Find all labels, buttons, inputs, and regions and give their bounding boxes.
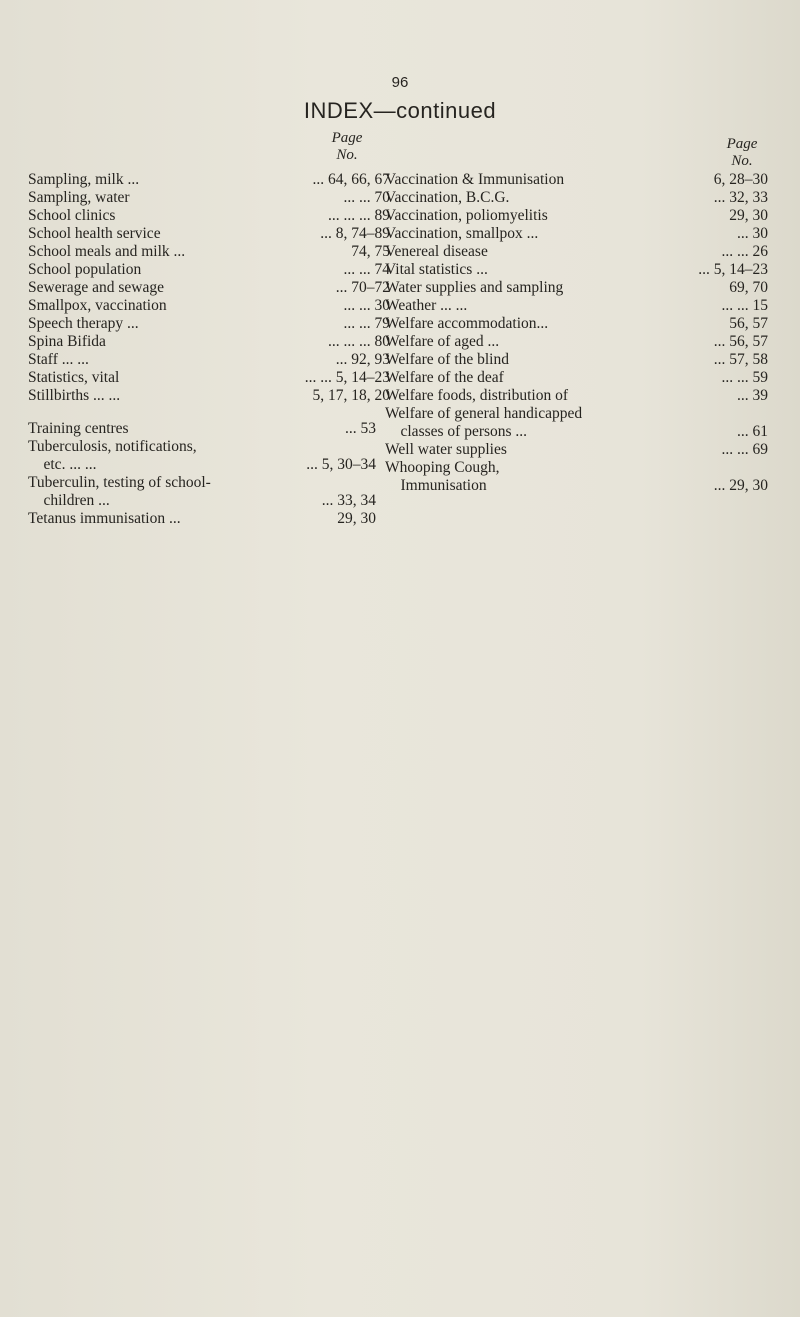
entry-pages: ... ... ... 80 xyxy=(328,333,390,350)
entry-pages: 29, 30 xyxy=(337,510,376,527)
entry-term: Training centres xyxy=(28,420,129,437)
entry-pages: ... ... 30 xyxy=(343,297,390,314)
entry-term: Staff ... ... xyxy=(28,351,89,368)
entry-term: Vaccination, smallpox ... xyxy=(385,225,539,242)
entry-term: School health service xyxy=(28,225,161,242)
entry-term: Sampling, water xyxy=(28,189,130,206)
entry-pages: ... 30 xyxy=(737,225,768,242)
entry-term: Vaccination, poliomyelitis xyxy=(385,207,548,224)
entry-term: children ... xyxy=(28,492,110,509)
entry-term: Sewerage and sewage xyxy=(28,279,164,296)
entry-pages: ... 33, 34 xyxy=(321,492,376,509)
entry-pages: ... ... 15 xyxy=(721,297,768,314)
entry-pages: ... 61 xyxy=(737,423,768,440)
left-column-header xyxy=(312,130,382,164)
entry-pages: ... 32, 33 xyxy=(713,189,768,206)
entry-term: Sampling, milk ... xyxy=(28,171,140,188)
entry-term: Vaccination, B.C.G. xyxy=(385,189,510,206)
entry-term: Speech therapy ... xyxy=(28,315,139,332)
entry-pages: ... ... 5, 14–23 xyxy=(304,369,390,386)
left-column-header-line2: No. xyxy=(336,147,358,163)
entry-term: etc. ... ... xyxy=(28,456,97,473)
entry-term: Immunisation xyxy=(385,477,487,494)
entry-pages: 29, 30 xyxy=(729,207,768,224)
entry-pages: 74, 75 xyxy=(351,243,390,260)
entry-pages: ... 92, 93 xyxy=(335,351,390,368)
entry-pages: ... 39 xyxy=(737,387,768,404)
entry-term: Statistics, vital xyxy=(28,369,120,386)
entry-term: School meals and milk ... xyxy=(28,243,186,260)
right-column-header xyxy=(707,136,777,170)
entry-term: Water supplies and sampling xyxy=(385,279,564,296)
page-number: 96 xyxy=(391,74,409,91)
entry-pages: ... ... 74 xyxy=(343,261,390,278)
entry-term: Weather ... ... xyxy=(385,297,468,314)
entry-term: Whooping Cough, xyxy=(385,459,500,476)
index-heading: INDEX—continued xyxy=(303,98,497,123)
entry-term: Welfare accommodation... xyxy=(385,315,549,332)
entry-pages: 56, 57 xyxy=(729,315,768,332)
entry-pages: ... ... 79 xyxy=(343,315,390,332)
entry-term: Vaccination & Immunisation xyxy=(385,171,565,188)
entry-pages: ... ... ... 89 xyxy=(328,207,390,224)
entry-term: classes of persons ... xyxy=(385,423,528,440)
entry-term: Smallpox, vaccination xyxy=(28,297,167,314)
entry-term: Welfare of aged ... xyxy=(385,333,500,350)
entry-term: Spina Bifida xyxy=(28,333,106,350)
entry-pages: 69, 70 xyxy=(729,279,768,296)
entry-term: Tuberculin, testing of school- xyxy=(28,474,211,491)
entry-pages: ... 57, 58 xyxy=(713,351,768,368)
entry-pages: ... 56, 57 xyxy=(713,333,768,350)
entry-term: Welfare of the deaf xyxy=(385,369,504,386)
entry-term: Well water supplies xyxy=(385,441,507,458)
entry-term: Welfare foods, distribution of xyxy=(385,387,568,404)
entry-pages: ... 64, 66, 67 xyxy=(312,171,390,188)
entry-pages: 5, 17, 18, 20 xyxy=(312,387,390,404)
entry-term: Venereal disease xyxy=(385,243,488,260)
entry-term: School clinics xyxy=(28,207,116,224)
entry-term: Tetanus immunisation ... xyxy=(28,510,181,527)
entry-term: School population xyxy=(28,261,142,278)
entry-pages: ... 70–72 xyxy=(335,279,390,296)
entry-pages: ... ... 69 xyxy=(721,441,768,458)
entry-pages: ... 53 xyxy=(345,420,376,437)
right-column-header-line1: Page xyxy=(726,136,758,152)
left-column-header-line1: Page xyxy=(331,130,363,146)
entry-pages: 6, 28–30 xyxy=(713,171,768,188)
entry-pages: ... 5, 30–34 xyxy=(306,456,376,473)
entry-pages: ... 29, 30 xyxy=(713,477,768,494)
entry-term: Welfare of the blind xyxy=(385,351,509,368)
entry-pages: ... ... 70 xyxy=(343,189,390,206)
entry-pages: ... 5, 14–23 xyxy=(698,261,768,278)
entry-pages: ... ... 26 xyxy=(721,243,768,260)
entry-term: Welfare of general handicapped xyxy=(385,405,583,422)
right-column-header-line2: No. xyxy=(731,153,753,169)
entry-pages: ... 8, 74–89 xyxy=(320,225,390,242)
entry-term: Vital statistics ... xyxy=(385,261,488,278)
entry-pages: ... ... 59 xyxy=(721,369,768,386)
entry-term: Tuberculosis, notifications, xyxy=(28,438,197,455)
entry-term: Stillbirths ... ... xyxy=(28,387,121,404)
